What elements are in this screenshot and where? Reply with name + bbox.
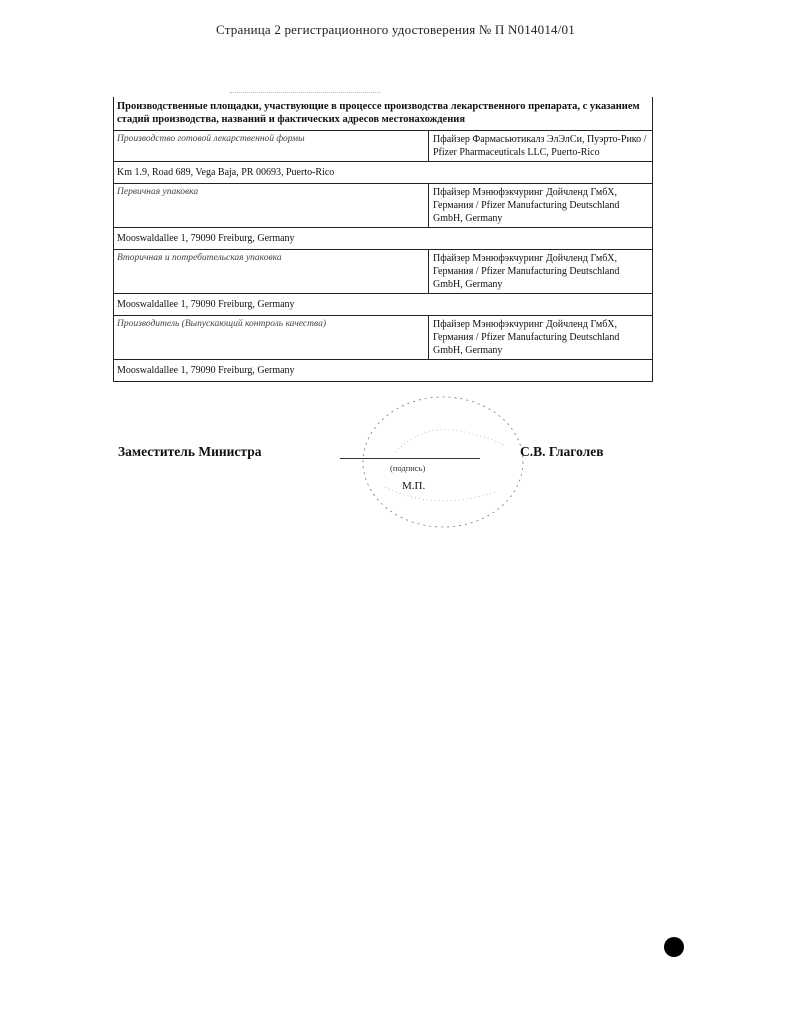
stage-cell: Вторичная и потребительская упаковка — [114, 250, 429, 293]
address-row: Mooswaldallee 1, 79090 Freiburg, Germany — [114, 228, 652, 250]
table-row — [114, 131, 652, 162]
punch-hole-mark — [664, 937, 684, 957]
address-row: Mooswaldallee 1, 79090 Freiburg, Germany — [114, 360, 652, 382]
manufacturer-cell: Пфайзер Мэнюфэкчуринг Дойчленд ГмбХ, Германия / Pfizer Manufacturing Deutschland GmbH, Germany — [433, 253, 620, 290]
manufacturer-cell: Пфайзер Фармасьютикалз ЭлЭлСи, Пуэрто-Рико / Pfizer Pharmaceuticals LLC, Puerto-Rico — [433, 134, 647, 158]
signatory-name: С.В. Глаголев — [520, 444, 604, 459]
table-row — [114, 184, 652, 228]
page-header: Страница 2 регистрационного удостоверения № П N014014/01 — [216, 22, 575, 37]
signature-block — [0, 440, 791, 560]
stage-cell: Производитель (Выпускающий контроль качества) — [114, 316, 429, 359]
manufacturer-cell: Пфайзер Мэнюфэкчуринг Дойчленд ГмбХ, Германия / Pfizer Manufacturing Deutschland GmbH, Germany — [433, 319, 620, 356]
production-sites-table — [113, 97, 653, 382]
table-row — [114, 316, 652, 360]
address-row: Mooswaldallee 1, 79090 Freiburg, Germany — [114, 294, 652, 316]
divider — [230, 92, 380, 93]
manufacturer-cell: Пфайзер Мэнюфэкчуринг Дойчленд ГмбХ, Германия / Pfizer Manufacturing Deutschland GmbH, Germany — [433, 187, 620, 224]
stage-cell: Первичная упаковка — [114, 184, 429, 227]
stage-cell: Производство готовой лекарственной формы — [114, 131, 429, 161]
table-row — [114, 250, 652, 294]
seal-label: М.П. — [402, 480, 426, 492]
address-row: Km 1.9, Road 689, Vega Baja, PR 00693, Puerto-Rico — [114, 162, 652, 184]
table-title: Производственные площадки, участвующие в процессе производства лекарственного препарата, с указанием стадий производства, названий и фактических адресов местонахождения — [114, 97, 652, 131]
signatory-position: Заместитель Министра — [118, 444, 262, 459]
signature-caption: (подпись) — [390, 463, 426, 473]
signature-line — [340, 458, 480, 459]
